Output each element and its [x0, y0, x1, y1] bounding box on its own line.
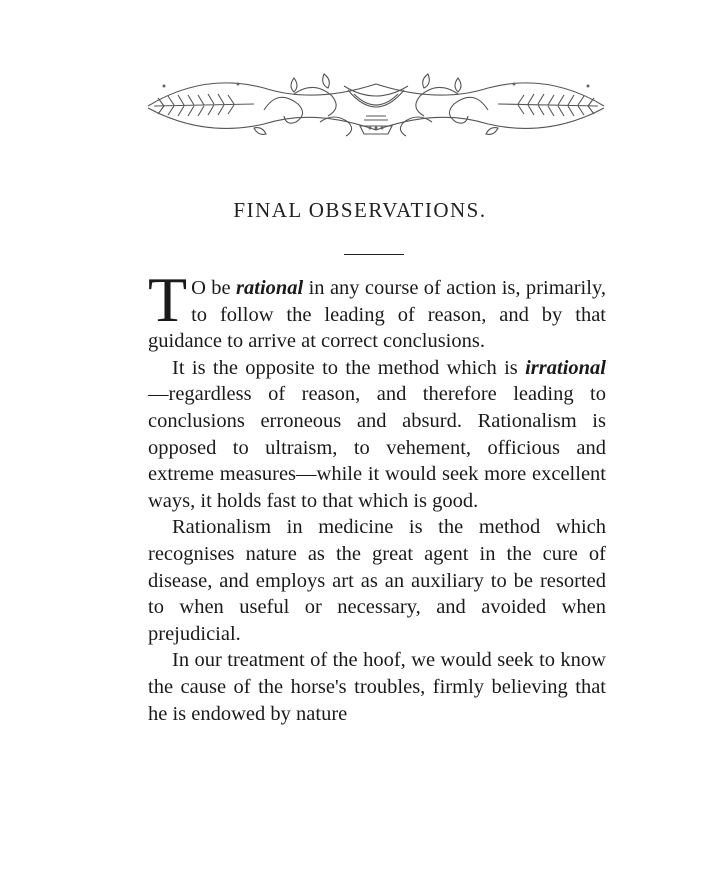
text-run: in any course of action is, primarily, to follow the leading of reason, and by that guidance to arrive at correct conclusions. — [148, 277, 606, 353]
emphasized-text: rational — [236, 277, 304, 299]
text-run: —regardless of reason, and therefore leading to conclusions erroneous and absurd. Rationalism is opposed to ultraism, to vehement, officious and extreme measures—while it would seek more excellent ways, it holds fast to that which is good. — [148, 383, 606, 512]
title-divider-rule — [344, 254, 404, 255]
paragraph — [148, 514, 606, 647]
body-text — [148, 264, 606, 727]
text-run: It is the opposite to the method which is — [172, 356, 526, 379]
paragraph — [148, 264, 606, 355]
text-run: Rationalism in medicine is the method which recognises nature as the great agent in the cure of disease, and employs art as an auxiliary to be resorted to when useful or necessary, and avoided when prejudicial. — [148, 516, 606, 645]
drop-cap: T — [148, 264, 188, 335]
text-run: O be — [191, 277, 237, 299]
paragraph — [148, 355, 606, 515]
text-run: In our treatment of the hoof, we would seek to know the cause of the horse's troubles, firmly believing that he is endowed by nature — [148, 649, 606, 725]
emphasized-text: irrational — [525, 356, 606, 379]
chapter-title: FINAL OBSERVATIONS. — [233, 198, 487, 222]
paragraph — [148, 647, 606, 727]
decorative-headpiece-ornament — [144, 64, 608, 144]
